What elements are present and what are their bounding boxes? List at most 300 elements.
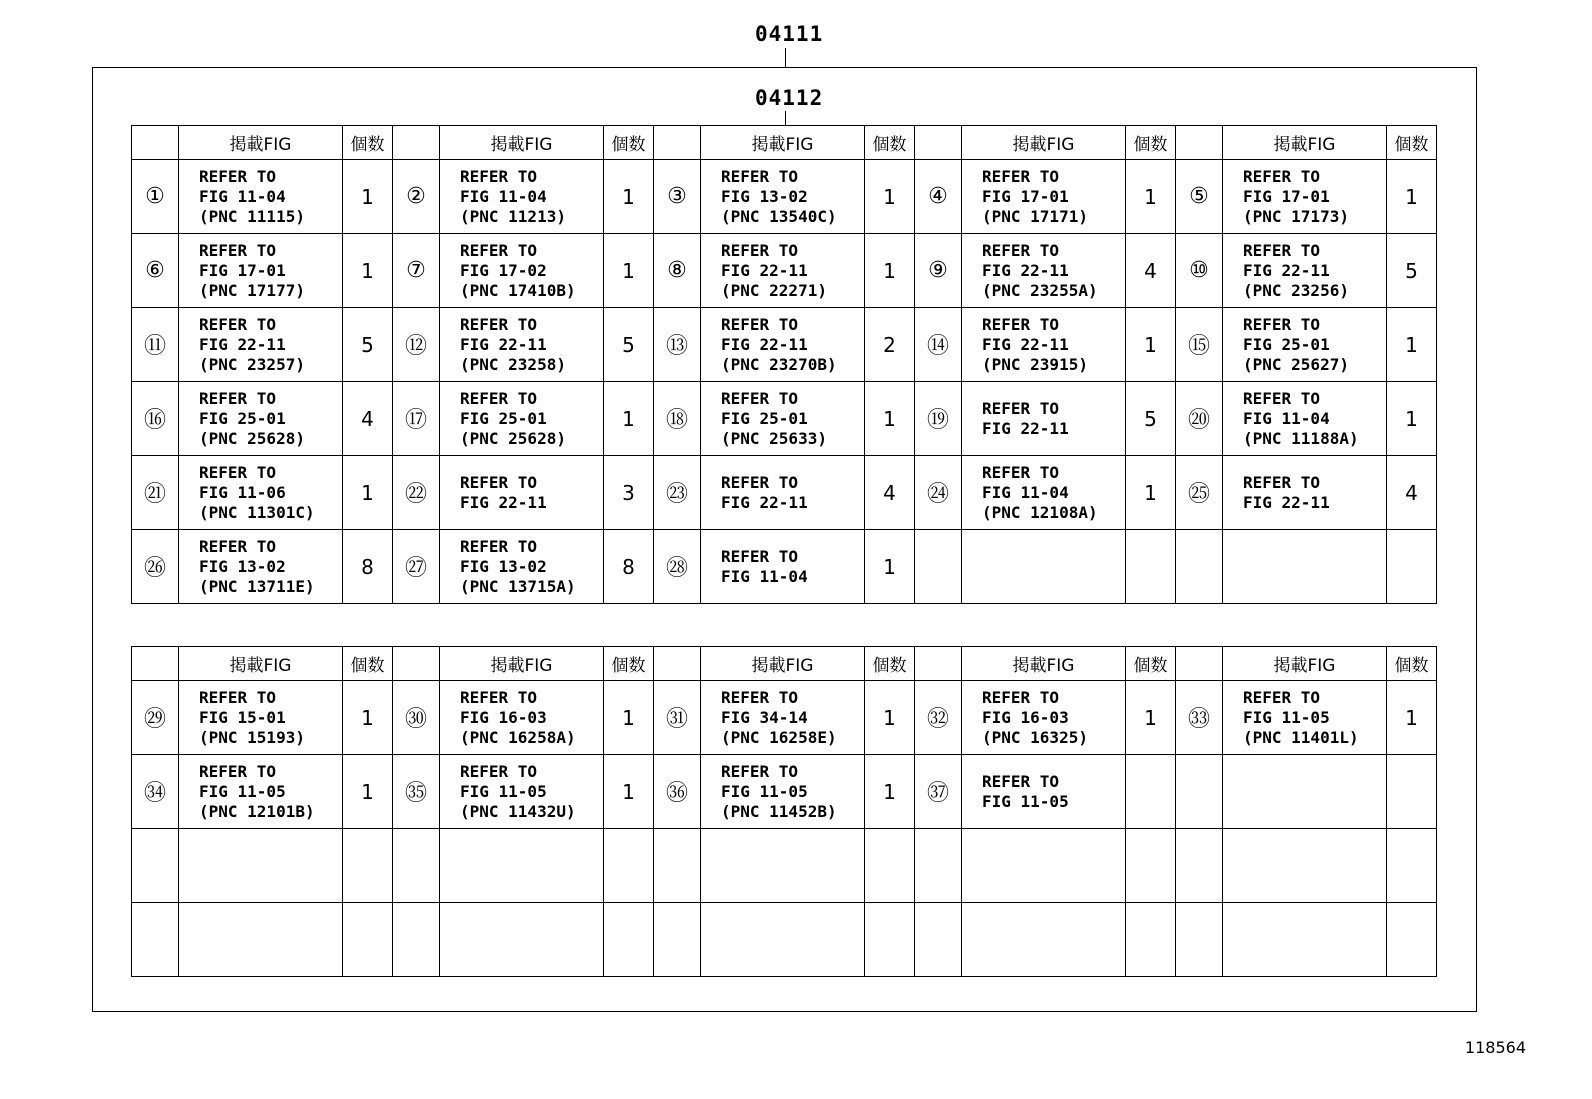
fig-reference-line: REFER TO xyxy=(982,166,1060,186)
quantity: 1 xyxy=(865,530,915,604)
fig-reference-line: (PNC 23255A) xyxy=(982,280,1098,300)
fig-reference-line: REFER TO xyxy=(982,240,1060,260)
fig-reference-line: FIG 22-11 xyxy=(721,334,808,354)
fig-reference xyxy=(440,530,604,604)
item-number: ⑮ xyxy=(1176,308,1223,382)
fig-reference-line: FIG 22-11 xyxy=(1243,260,1330,280)
header-index-cell xyxy=(132,126,179,160)
fig-reference-line: REFER TO xyxy=(460,388,538,408)
fig-reference-line: (PNC 17410B) xyxy=(460,280,576,300)
fig-reference xyxy=(701,382,865,456)
item-number: ㉒ xyxy=(393,456,440,530)
fig-reference-line: (PNC 13540C) xyxy=(721,206,837,226)
fig-reference-line: REFER TO xyxy=(1243,388,1321,408)
fig-reference-line: REFER TO xyxy=(721,687,799,707)
quantity: 1 xyxy=(1126,160,1176,234)
quantity xyxy=(1387,530,1437,604)
quantity: 1 xyxy=(1126,308,1176,382)
table-row xyxy=(132,681,1437,755)
header-index-cell xyxy=(1176,647,1223,681)
fig-reference-line: (PNC 23256) xyxy=(1243,280,1349,300)
table-row xyxy=(132,234,1437,308)
fig-reference xyxy=(179,234,343,308)
fig-reference-line: REFER TO xyxy=(460,240,538,260)
fig-reference-line: FIG 11-04 xyxy=(982,482,1069,502)
fig-reference xyxy=(1223,382,1387,456)
item-number xyxy=(1176,829,1223,903)
quantity: 1 xyxy=(343,160,393,234)
fig-reference xyxy=(179,681,343,755)
fig-reference xyxy=(440,829,604,903)
item-number: ③ xyxy=(654,160,701,234)
fig-reference xyxy=(1223,530,1387,604)
item-number: ㉘ xyxy=(654,530,701,604)
header-index-cell xyxy=(132,647,179,681)
fig-reference-line: REFER TO xyxy=(199,687,277,707)
item-number: ⑦ xyxy=(393,234,440,308)
item-number: ㉜ xyxy=(915,681,962,755)
quantity: 5 xyxy=(1126,382,1176,456)
fig-reference-line: (PNC 23257) xyxy=(199,354,305,374)
quantity: 4 xyxy=(865,456,915,530)
fig-reference-line: FIG 17-01 xyxy=(199,260,286,280)
fig-reference-line: FIG 13-02 xyxy=(460,556,547,576)
fig-reference-line: REFER TO xyxy=(460,314,538,334)
table-row xyxy=(132,530,1437,604)
fig-reference-line: REFER TO xyxy=(199,166,277,186)
fig-reference-line: REFER TO xyxy=(1243,314,1321,334)
fig-reference-line: REFER TO xyxy=(199,536,277,556)
fig-reference-line: FIG 25-01 xyxy=(1243,334,1330,354)
header-qty-cell: 個数 xyxy=(1387,126,1437,160)
fig-reference-line: (PNC 25628) xyxy=(460,428,566,448)
fig-reference-line: REFER TO xyxy=(199,388,277,408)
item-number: ㊱ xyxy=(654,755,701,829)
fig-reference xyxy=(179,160,343,234)
header-qty-cell: 個数 xyxy=(1387,647,1437,681)
header-fig-cell: 掲載FIG xyxy=(701,647,865,681)
quantity: 1 xyxy=(865,755,915,829)
fig-reference-line: FIG 15-01 xyxy=(199,707,286,727)
assembly-label-inner: 04112 xyxy=(755,86,824,110)
fig-reference xyxy=(179,755,343,829)
fig-reference-line: FIG 34-14 xyxy=(721,707,808,727)
fig-reference-line: REFER TO xyxy=(1243,166,1321,186)
item-number: ⑫ xyxy=(393,308,440,382)
fig-reference-line: REFER TO xyxy=(460,166,538,186)
quantity: 5 xyxy=(343,308,393,382)
item-number xyxy=(393,829,440,903)
header-fig-cell: 掲載FIG xyxy=(701,126,865,160)
fig-reference-line: REFER TO xyxy=(982,314,1060,334)
fig-reference xyxy=(1223,829,1387,903)
fig-reference xyxy=(701,530,865,604)
fig-reference-line: REFER TO xyxy=(982,462,1060,482)
quantity: 1 xyxy=(1387,681,1437,755)
table-row xyxy=(132,829,1437,903)
item-number xyxy=(654,903,701,977)
item-number xyxy=(915,903,962,977)
fig-reference xyxy=(179,308,343,382)
parts-table-1-body xyxy=(132,126,1437,604)
item-number: ⑱ xyxy=(654,382,701,456)
quantity: 1 xyxy=(865,681,915,755)
header-qty-cell: 個数 xyxy=(865,126,915,160)
quantity: 1 xyxy=(604,234,654,308)
fig-reference-line: FIG 17-02 xyxy=(460,260,547,280)
header-qty-cell: 個数 xyxy=(343,126,393,160)
quantity xyxy=(865,903,915,977)
quantity: 1 xyxy=(604,755,654,829)
quantity: 2 xyxy=(865,308,915,382)
header-fig-cell: 掲載FIG xyxy=(962,647,1126,681)
header-fig-cell: 掲載FIG xyxy=(440,647,604,681)
fig-reference xyxy=(962,903,1126,977)
fig-reference xyxy=(701,903,865,977)
fig-reference-line: FIG 22-11 xyxy=(721,492,808,512)
fig-reference-line: (PNC 23270B) xyxy=(721,354,837,374)
fig-reference-line: FIG 11-04 xyxy=(460,186,547,206)
fig-reference-line: FIG 22-11 xyxy=(721,260,808,280)
fig-reference-line: FIG 13-02 xyxy=(721,186,808,206)
fig-reference xyxy=(701,308,865,382)
item-number xyxy=(1176,903,1223,977)
fig-reference xyxy=(962,530,1126,604)
item-number: ⑳ xyxy=(1176,382,1223,456)
item-number: ⑤ xyxy=(1176,160,1223,234)
quantity xyxy=(1126,829,1176,903)
fig-reference xyxy=(440,456,604,530)
quantity: 1 xyxy=(604,160,654,234)
fig-reference-line: REFER TO xyxy=(199,462,277,482)
fig-reference-line: (PNC 11188A) xyxy=(1243,428,1359,448)
fig-reference xyxy=(701,160,865,234)
quantity xyxy=(1126,755,1176,829)
fig-reference xyxy=(179,829,343,903)
fig-reference-line: FIG 11-04 xyxy=(1243,408,1330,428)
fig-reference-line: FIG 17-01 xyxy=(1243,186,1330,206)
fig-reference-line: FIG 11-04 xyxy=(721,566,808,586)
fig-reference xyxy=(440,234,604,308)
item-number: ⑥ xyxy=(132,234,179,308)
quantity: 1 xyxy=(1387,160,1437,234)
fig-reference-line: (PNC 23915) xyxy=(982,354,1088,374)
quantity xyxy=(1387,755,1437,829)
fig-reference xyxy=(1223,308,1387,382)
fig-reference-line: (PNC 11301C) xyxy=(199,502,315,522)
fig-reference xyxy=(962,160,1126,234)
quantity xyxy=(604,903,654,977)
fig-reference-line: (PNC 12101B) xyxy=(199,801,315,821)
header-index-cell xyxy=(654,647,701,681)
fig-reference-line: REFER TO xyxy=(460,761,538,781)
quantity: 1 xyxy=(343,681,393,755)
quantity: 3 xyxy=(604,456,654,530)
header-qty-cell: 個数 xyxy=(604,126,654,160)
item-number: ㉕ xyxy=(1176,456,1223,530)
item-number xyxy=(132,903,179,977)
fig-reference-line: FIG 11-05 xyxy=(982,791,1069,811)
fig-reference-line: (PNC 11401L) xyxy=(1243,727,1359,747)
item-number: ⑪ xyxy=(132,308,179,382)
fig-reference xyxy=(1223,681,1387,755)
fig-reference-line: REFER TO xyxy=(721,761,799,781)
fig-reference-line: (PNC 12108A) xyxy=(982,502,1098,522)
fig-reference xyxy=(962,755,1126,829)
fig-reference-line: (PNC 16258E) xyxy=(721,727,837,747)
fig-reference-line: (PNC 11115) xyxy=(199,206,305,226)
fig-reference-line: (PNC 16258A) xyxy=(460,727,576,747)
quantity: 5 xyxy=(604,308,654,382)
header-index-cell xyxy=(654,126,701,160)
quantity: 8 xyxy=(343,530,393,604)
fig-reference-line: FIG 11-05 xyxy=(460,781,547,801)
fig-reference-line: FIG 22-11 xyxy=(1243,492,1330,512)
quantity: 8 xyxy=(604,530,654,604)
table-header-row xyxy=(132,647,1437,681)
fig-reference xyxy=(701,456,865,530)
quantity: 1 xyxy=(604,681,654,755)
table-header-row xyxy=(132,126,1437,160)
quantity: 1 xyxy=(604,382,654,456)
fig-reference xyxy=(701,234,865,308)
header-fig-cell: 掲載FIG xyxy=(962,126,1126,160)
quantity: 1 xyxy=(1126,456,1176,530)
header-qty-cell: 個数 xyxy=(1126,126,1176,160)
quantity xyxy=(343,829,393,903)
table-row xyxy=(132,382,1437,456)
fig-reference-line: (PNC 17173) xyxy=(1243,206,1349,226)
header-index-cell xyxy=(915,647,962,681)
fig-reference-line: REFER TO xyxy=(982,771,1060,791)
table-row xyxy=(132,903,1437,977)
fig-reference-line: REFER TO xyxy=(721,388,799,408)
fig-reference xyxy=(440,160,604,234)
page-id: 118564 xyxy=(1464,1038,1526,1057)
fig-reference xyxy=(179,903,343,977)
quantity: 4 xyxy=(1126,234,1176,308)
fig-reference xyxy=(962,234,1126,308)
item-number: ㉔ xyxy=(915,456,962,530)
fig-reference-line: (PNC 17171) xyxy=(982,206,1088,226)
quantity: 1 xyxy=(1387,308,1437,382)
fig-reference xyxy=(962,681,1126,755)
fig-reference-line: FIG 22-11 xyxy=(982,260,1069,280)
fig-reference-line: (PNC 22271) xyxy=(721,280,827,300)
item-number xyxy=(1176,530,1223,604)
table-row xyxy=(132,160,1437,234)
fig-reference xyxy=(962,829,1126,903)
fig-reference-line: REFER TO xyxy=(199,240,277,260)
fig-reference-line: (PNC 17177) xyxy=(199,280,305,300)
fig-reference-line: (PNC 13711E) xyxy=(199,576,315,596)
item-number: ⑩ xyxy=(1176,234,1223,308)
fig-reference-line: REFER TO xyxy=(460,472,538,492)
fig-reference-line: (PNC 23258) xyxy=(460,354,566,374)
header-qty-cell: 個数 xyxy=(865,647,915,681)
item-number: ㉟ xyxy=(393,755,440,829)
quantity xyxy=(865,829,915,903)
quantity: 1 xyxy=(343,234,393,308)
parts-table-2-body xyxy=(132,647,1437,977)
item-number: ㉞ xyxy=(132,755,179,829)
item-number xyxy=(915,530,962,604)
fig-reference-line: REFER TO xyxy=(982,687,1060,707)
quantity: 1 xyxy=(343,755,393,829)
header-fig-cell: 掲載FIG xyxy=(1223,126,1387,160)
fig-reference-line: REFER TO xyxy=(199,761,277,781)
fig-reference xyxy=(1223,456,1387,530)
fig-reference xyxy=(701,681,865,755)
item-number: ㉚ xyxy=(393,681,440,755)
inner-leader-line xyxy=(785,111,786,126)
item-number: ㉑ xyxy=(132,456,179,530)
fig-reference-line: (PNC 25628) xyxy=(199,428,305,448)
table-row xyxy=(132,308,1437,382)
header-fig-cell: 掲載FIG xyxy=(440,126,604,160)
fig-reference-line: REFER TO xyxy=(721,472,799,492)
item-number: ㉛ xyxy=(654,681,701,755)
fig-reference xyxy=(440,903,604,977)
header-qty-cell: 個数 xyxy=(1126,647,1176,681)
header-qty-cell: 個数 xyxy=(343,647,393,681)
fig-reference-line: REFER TO xyxy=(199,314,277,334)
fig-reference-line: REFER TO xyxy=(721,314,799,334)
item-number: ㉖ xyxy=(132,530,179,604)
fig-reference-line: (PNC 16325) xyxy=(982,727,1088,747)
fig-reference xyxy=(179,382,343,456)
fig-reference-line: (PNC 15193) xyxy=(199,727,305,747)
parts-table-1 xyxy=(131,125,1437,604)
fig-reference-line: FIG 25-01 xyxy=(460,408,547,428)
item-number: ⑯ xyxy=(132,382,179,456)
quantity xyxy=(604,829,654,903)
fig-reference xyxy=(962,308,1126,382)
item-number: ㉝ xyxy=(1176,681,1223,755)
header-fig-cell: 掲載FIG xyxy=(179,126,343,160)
item-number: ⑬ xyxy=(654,308,701,382)
header-fig-cell: 掲載FIG xyxy=(1223,647,1387,681)
fig-reference xyxy=(440,681,604,755)
fig-reference-line: FIG 22-11 xyxy=(982,418,1069,438)
item-number: ① xyxy=(132,160,179,234)
fig-reference-line: FIG 22-11 xyxy=(199,334,286,354)
fig-reference-line: (PNC 25627) xyxy=(1243,354,1349,374)
fig-reference xyxy=(962,456,1126,530)
fig-reference-line: FIG 11-05 xyxy=(199,781,286,801)
quantity: 5 xyxy=(1387,234,1437,308)
fig-reference xyxy=(962,382,1126,456)
quantity: 1 xyxy=(865,234,915,308)
quantity: 1 xyxy=(865,382,915,456)
fig-reference-line: REFER TO xyxy=(1243,472,1321,492)
fig-reference xyxy=(701,755,865,829)
fig-reference-line: (PNC 13715A) xyxy=(460,576,576,596)
quantity: 1 xyxy=(1126,681,1176,755)
fig-reference xyxy=(440,755,604,829)
quantity xyxy=(1126,530,1176,604)
item-number: ⑲ xyxy=(915,382,962,456)
item-number: ⑭ xyxy=(915,308,962,382)
assembly-label-outer: 04111 xyxy=(755,22,824,46)
fig-reference-line: REFER TO xyxy=(721,166,799,186)
item-number: ㉓ xyxy=(654,456,701,530)
header-index-cell xyxy=(1176,126,1223,160)
header-fig-cell: 掲載FIG xyxy=(179,647,343,681)
fig-reference-line: FIG 13-02 xyxy=(199,556,286,576)
fig-reference-line: (PNC 11452B) xyxy=(721,801,837,821)
quantity: 1 xyxy=(343,456,393,530)
fig-reference xyxy=(179,530,343,604)
item-number: ⑰ xyxy=(393,382,440,456)
header-index-cell xyxy=(393,126,440,160)
item-number xyxy=(132,829,179,903)
header-qty-cell: 個数 xyxy=(604,647,654,681)
fig-reference-line: FIG 17-01 xyxy=(982,186,1069,206)
item-number xyxy=(915,829,962,903)
fig-reference-line: FIG 11-04 xyxy=(199,186,286,206)
header-index-cell xyxy=(915,126,962,160)
quantity: 4 xyxy=(343,382,393,456)
item-number: ㊲ xyxy=(915,755,962,829)
fig-reference-line: FIG 11-06 xyxy=(199,482,286,502)
fig-reference xyxy=(440,308,604,382)
fig-reference-line: (PNC 11432U) xyxy=(460,801,576,821)
quantity: 4 xyxy=(1387,456,1437,530)
fig-reference-line: FIG 11-05 xyxy=(1243,707,1330,727)
table-row xyxy=(132,456,1437,530)
item-number: ⑧ xyxy=(654,234,701,308)
item-number: ④ xyxy=(915,160,962,234)
fig-reference-line: REFER TO xyxy=(982,398,1060,418)
fig-reference-line: REFER TO xyxy=(460,536,538,556)
fig-reference-line: FIG 25-01 xyxy=(199,408,286,428)
fig-reference-line: REFER TO xyxy=(460,687,538,707)
item-number xyxy=(654,829,701,903)
fig-reference-line: FIG 11-05 xyxy=(721,781,808,801)
quantity xyxy=(1387,903,1437,977)
fig-reference-line: REFER TO xyxy=(1243,240,1321,260)
item-number: ② xyxy=(393,160,440,234)
fig-reference-line: REFER TO xyxy=(721,546,799,566)
fig-reference-line: REFER TO xyxy=(1243,687,1321,707)
fig-reference xyxy=(1223,234,1387,308)
fig-reference-line: (PNC 11213) xyxy=(460,206,566,226)
fig-reference xyxy=(1223,903,1387,977)
quantity: 1 xyxy=(865,160,915,234)
fig-reference-line: FIG 22-11 xyxy=(982,334,1069,354)
item-number xyxy=(393,903,440,977)
fig-reference-line: FIG 22-11 xyxy=(460,334,547,354)
fig-reference xyxy=(440,382,604,456)
table-row xyxy=(132,755,1437,829)
item-number: ⑨ xyxy=(915,234,962,308)
parts-table-2 xyxy=(131,646,1437,977)
item-number: ㉗ xyxy=(393,530,440,604)
fig-reference xyxy=(1223,755,1387,829)
quantity xyxy=(1126,903,1176,977)
quantity: 1 xyxy=(1387,382,1437,456)
quantity xyxy=(343,903,393,977)
fig-reference-line: FIG 16-03 xyxy=(982,707,1069,727)
fig-reference xyxy=(1223,160,1387,234)
fig-reference-line: REFER TO xyxy=(721,240,799,260)
quantity xyxy=(1387,829,1437,903)
outer-leader-line xyxy=(785,48,786,67)
fig-reference-line: FIG 25-01 xyxy=(721,408,808,428)
fig-reference xyxy=(179,456,343,530)
item-number xyxy=(1176,755,1223,829)
